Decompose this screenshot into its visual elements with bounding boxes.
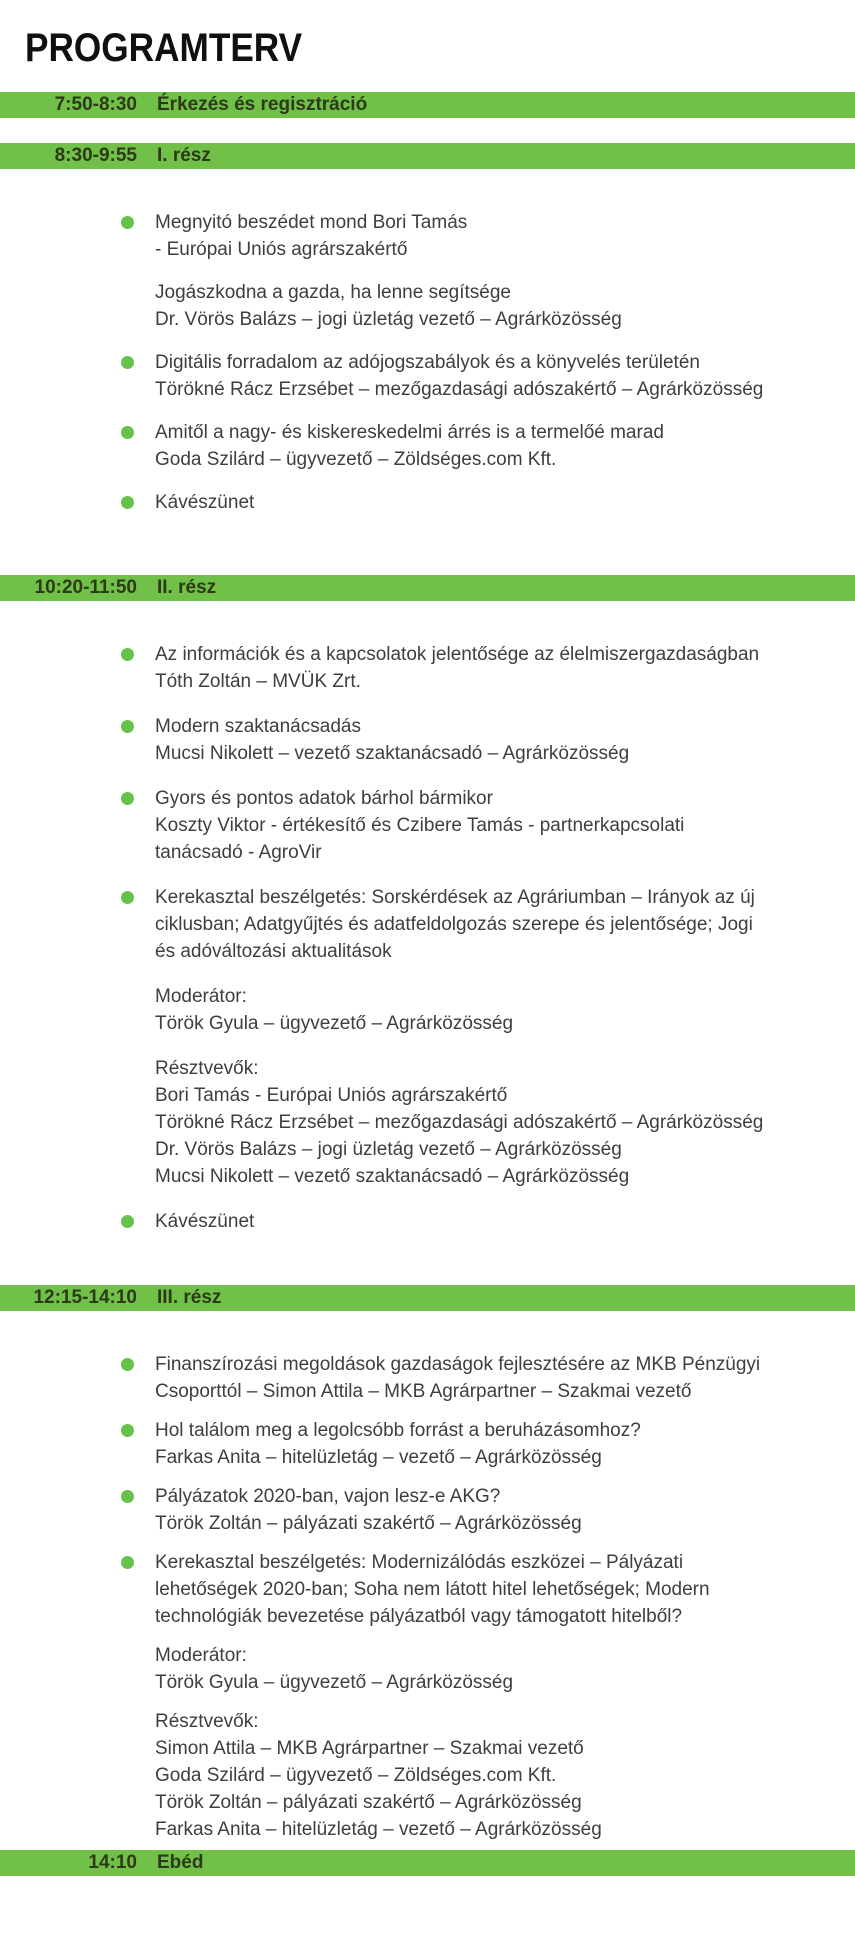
item-line: tanácsadó - AgroVir xyxy=(155,842,322,863)
bullet-icon xyxy=(121,1215,134,1228)
agenda-item xyxy=(155,641,815,695)
item-line: Csoporttól – Simon Attila – MKB Agrárpartner – Szakmai vezető xyxy=(155,1381,692,1402)
item-line: Török Zoltán – pályázati szakértő – Agrárközösség xyxy=(155,1792,582,1813)
bullet-icon xyxy=(121,648,134,661)
section-time: 10:20-11:50 xyxy=(34,577,137,598)
agenda-item xyxy=(155,1055,815,1190)
item-line: Kávészünet xyxy=(155,1211,255,1232)
program-section xyxy=(0,92,855,118)
section-items xyxy=(0,1311,855,1850)
item-line: Megnyitó beszédet mond Bori Tamás xyxy=(155,212,468,233)
item-line: és adóváltozási aktualitások xyxy=(155,941,392,962)
section-title: III. rész xyxy=(157,1287,222,1308)
agenda-item-lines xyxy=(155,1708,815,1843)
item-line: Simon Attila – MKB Agrárpartner – Szakmai vezető xyxy=(155,1738,584,1759)
agenda-item-lines xyxy=(155,209,815,263)
item-line: Törökné Rácz Erzsébet – mezőgazdasági adószakértő – Agrárközösség xyxy=(155,379,764,400)
item-line: Kerekasztal beszélgetés: Modernizálódás eszközei – Pályázati xyxy=(155,1552,684,1573)
item-line: Dr. Vörös Balázs – jogi üzletág vezető – Agrárközösség xyxy=(155,309,622,330)
item-line: Gyors és pontos adatok bárhol bármikor xyxy=(155,788,493,809)
section-bar xyxy=(0,1285,855,1311)
item-line: Bori Tamás - Európai Uniós agrárszakértő xyxy=(155,1085,508,1106)
item-line: ciklusban; Adatgyűjtés és adatfeldolgozás szerepe és jelentősége; Jogi xyxy=(155,914,753,935)
bullet-icon xyxy=(121,720,134,733)
item-line: Finanszírozási megoldások gazdaságok fejlesztésére az MKB Pénzügyi xyxy=(155,1354,761,1375)
item-line: Török Gyula – ügyvezető – Agrárközösség xyxy=(155,1672,514,1693)
agenda-item xyxy=(155,785,815,866)
section-time: 12:15-14:10 xyxy=(33,1287,137,1308)
section-bar xyxy=(0,1850,855,1876)
agenda-item-lines xyxy=(155,884,815,965)
bullet-icon xyxy=(121,1490,134,1503)
bullet-icon xyxy=(121,356,134,369)
section-title: II. rész xyxy=(157,577,217,598)
agenda-item-lines xyxy=(155,1208,815,1235)
item-line: Goda Szilárd – ügyvezető – Zöldséges.com Kft. xyxy=(155,449,557,470)
item-line: Mucsi Nikolett – vezető szaktanácsadó – Agrárközösség xyxy=(155,743,630,764)
bullet-icon xyxy=(121,792,134,805)
item-line: Goda Szilárd – ügyvezető – Zöldséges.com Kft. xyxy=(155,1765,557,1786)
agenda-item-lines xyxy=(155,785,815,866)
agenda-item xyxy=(155,1417,815,1471)
agenda-item-lines xyxy=(155,1351,815,1405)
program-section xyxy=(0,143,855,575)
bullet-icon xyxy=(121,1358,134,1371)
item-line: Résztvevők: xyxy=(155,1058,259,1079)
item-line: Digitális forradalom az adójogszabályok és a könyvelés területén xyxy=(155,352,700,373)
agenda-item xyxy=(155,1708,815,1843)
agenda-item xyxy=(155,1351,815,1405)
item-line: lehetőségek 2020-ban; Soha nem látott hitel lehetőségek; Modern xyxy=(155,1579,710,1600)
agenda-item-lines xyxy=(155,1549,815,1630)
program-section xyxy=(0,1285,855,1850)
program-section xyxy=(0,1850,855,1876)
item-line: Dr. Vörös Balázs – jogi üzletág vezető – Agrárközösség xyxy=(155,1139,622,1160)
agenda-item-lines xyxy=(155,279,815,333)
agenda-item xyxy=(155,349,815,403)
agenda-item-lines xyxy=(155,983,815,1037)
item-line: Hol találom meg a legolcsóbb forrást a beruházásomhoz? xyxy=(155,1420,641,1441)
item-line: Kerekasztal beszélgetés: Sorskérdések az Agráriumban – Irányok az új xyxy=(155,887,755,908)
agenda-item-lines xyxy=(155,641,815,695)
section-title: Érkezés és regisztráció xyxy=(157,94,368,115)
item-line: Résztvevők: xyxy=(155,1711,259,1732)
bullet-icon xyxy=(121,1556,134,1569)
section-title: Ebéd xyxy=(157,1852,204,1873)
agenda-item-lines xyxy=(155,1055,815,1190)
item-line: Jogászkodna a gazda, ha lenne segítsége xyxy=(155,282,511,303)
item-line: Farkas Anita – hitelüzletág – vezető – Agrárközösség xyxy=(155,1819,602,1840)
item-line: Farkas Anita – hitelüzletág – vezető – Agrárközösség xyxy=(155,1447,602,1468)
agenda-item xyxy=(155,713,815,767)
bullet-icon xyxy=(121,426,134,439)
program xyxy=(0,92,855,1876)
agenda-item xyxy=(155,209,815,263)
item-line: Török Gyula – ügyvezető – Agrárközösség xyxy=(155,1013,514,1034)
item-line: Törökné Rácz Erzsébet – mezőgazdasági adószakértő – Agrárközösség xyxy=(155,1112,764,1133)
item-line: Tóth Zoltán – MVÜK Zrt. xyxy=(155,671,361,692)
section-time: 14:10 xyxy=(88,1852,137,1873)
bullet-icon xyxy=(121,216,134,229)
agenda-item xyxy=(155,1549,815,1630)
agenda-item-lines xyxy=(155,1417,815,1471)
section-bar xyxy=(0,92,855,118)
agenda-item-lines xyxy=(155,1642,815,1696)
agenda-item-lines xyxy=(155,1483,815,1537)
agenda-item xyxy=(155,1208,815,1235)
item-line: Török Zoltán – pályázati szakértő – Agrárközösség xyxy=(155,1513,582,1534)
item-line: Mucsi Nikolett – vezető szaktanácsadó – Agrárközösség xyxy=(155,1166,630,1187)
item-line: - Európai Uniós agrárszakértő xyxy=(155,239,408,260)
agenda-item xyxy=(155,419,815,473)
agenda-item xyxy=(155,983,815,1037)
agenda-item xyxy=(155,1642,815,1696)
item-line: Koszty Viktor - értékesítő és Czibere Tamás - partnerkapcsolati xyxy=(155,815,685,836)
section-time: 7:50-8:30 xyxy=(54,94,137,115)
section-bar xyxy=(0,575,855,601)
item-line: Az információk és a kapcsolatok jelentősége az élelmiszergazdaságban xyxy=(155,644,760,665)
section-items xyxy=(0,169,855,575)
bullet-icon xyxy=(121,1424,134,1437)
agenda-item-lines xyxy=(155,489,815,516)
item-line: Kávészünet xyxy=(155,492,255,513)
item-line: Amitől a nagy- és kiskereskedelmi árrés is a termelőé marad xyxy=(155,422,664,443)
item-line: Modern szaktanácsadás xyxy=(155,716,361,737)
item-line: Pályázatok 2020-ban, vajon lesz-e AKG? xyxy=(155,1486,501,1507)
section-title: I. rész xyxy=(157,145,211,166)
section-time: 8:30-9:55 xyxy=(54,145,137,166)
page-title: PROGRAMTERV xyxy=(25,26,303,70)
agenda-item-lines xyxy=(155,713,815,767)
agenda-item xyxy=(155,884,815,965)
agenda-item xyxy=(155,1483,815,1537)
item-line: technológiák bevezetése pályázatból vagy támogatott hitelből? xyxy=(155,1606,683,1627)
section-items xyxy=(0,601,855,1285)
item-line: Moderátor: xyxy=(155,1645,247,1666)
bullet-icon xyxy=(121,891,134,904)
section-bar xyxy=(0,143,855,169)
agenda-item xyxy=(155,489,815,516)
agenda-item-lines xyxy=(155,349,815,403)
agenda-item-lines xyxy=(155,419,815,473)
agenda-item xyxy=(155,279,815,333)
bullet-icon xyxy=(121,496,134,509)
item-line: Moderátor: xyxy=(155,986,247,1007)
program-section xyxy=(0,575,855,1285)
